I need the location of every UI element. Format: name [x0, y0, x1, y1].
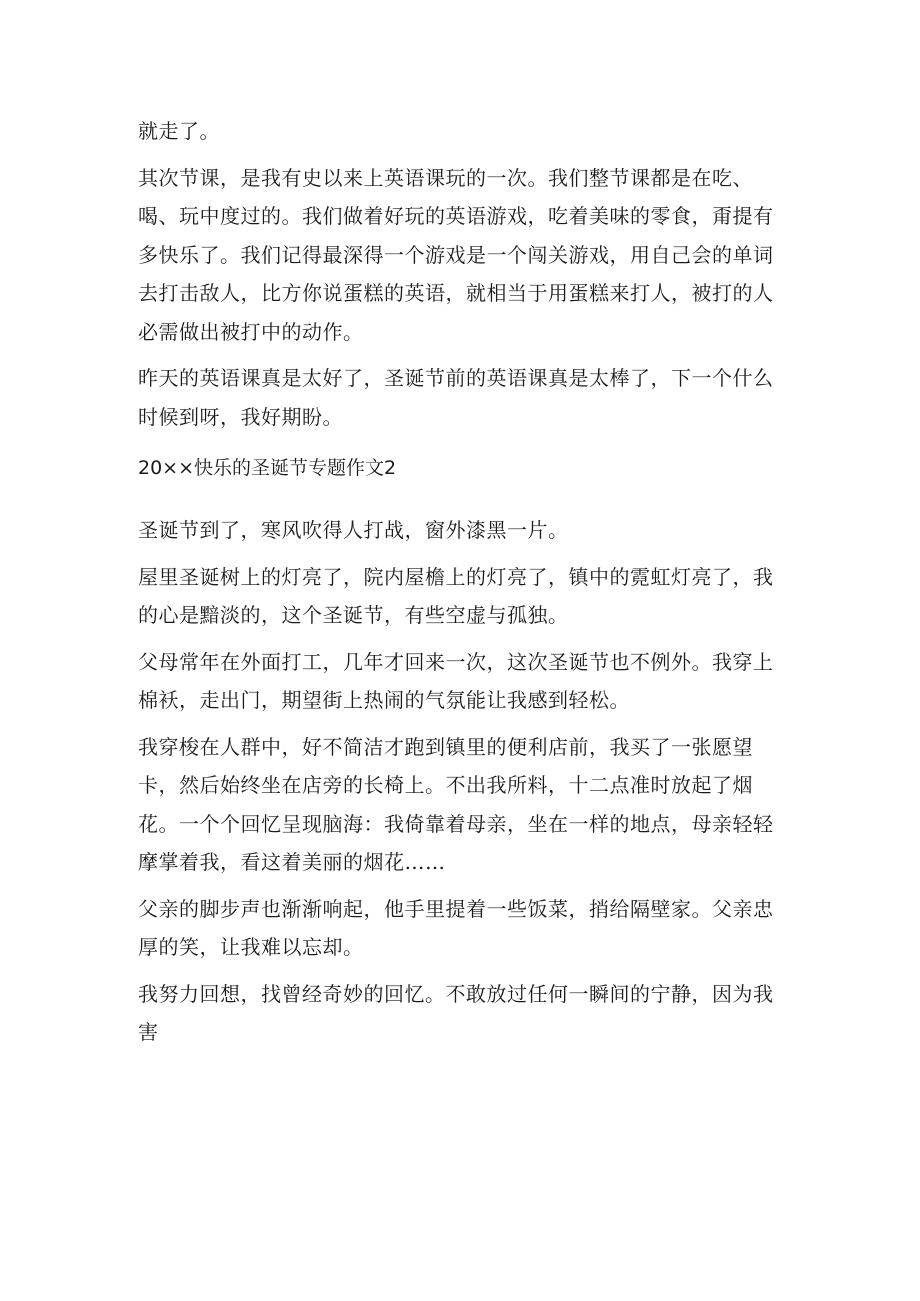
- paragraph: 其次节课，是我有史以来上英语课玩的一次。我们整节课都是在吃、喝、玩中度过的。我们做着好玩的英语游戏，吃着美味的零食，甭提有多快乐了。我们记得最深得一个游戏是一个闯关游戏，用自己会的单词去打击敌人，比方你说蛋糕的英语，就相当于用蛋糕来打人，被打的人必需做出被打中的动作。: [138, 165, 774, 344]
- paragraph: 屋里圣诞树上的灯亮了，院内屋檐上的灯亮了，镇中的霓虹灯亮了，我的心是黯淡的，这个圣诞节，有些空虚与孤独。: [138, 564, 774, 627]
- paragraph: 就走了。: [138, 119, 220, 143]
- section-heading: 20××快乐的圣诞节专题作文2: [138, 457, 397, 479]
- paragraph: 圣诞节到了，寒风吹得人打战，窗外漆黑一片。: [138, 518, 569, 542]
- paragraph: 我穿梭在人群中，好不简洁才跑到镇里的便利店前，我买了一张愿望卡，然后始终坐在店旁的长椅上。不出我所料，十二点准时放起了烟花。一个个回忆呈现脑海：我倚靠着母亲，坐在一样的地点，母亲轻轻摩掌着我，看这着美丽的烟花……: [138, 734, 774, 874]
- paragraph: 我努力回想，找曾经奇妙的回忆。不敢放过任何一瞬间的宁静，因为我害: [138, 981, 774, 1044]
- paragraph: 父亲的脚步声也渐渐响起，他手里提着一些饭菜，捎给隔壁家。父亲忠厚的笑，让我难以忘却。: [138, 896, 774, 959]
- document-body: [138, 112, 788, 1060]
- paragraph: 昨天的英语课真是太好了，圣诞节前的英语课真是太棒了，下一个什么时候到呀，我好期盼。: [138, 366, 774, 429]
- paragraph: 父母常年在外面打工，几年才回来一次，这次圣诞节也不例外。我穿上棉袄，走出门，期望街上热闹的气氛能让我感到轻松。: [138, 649, 774, 712]
